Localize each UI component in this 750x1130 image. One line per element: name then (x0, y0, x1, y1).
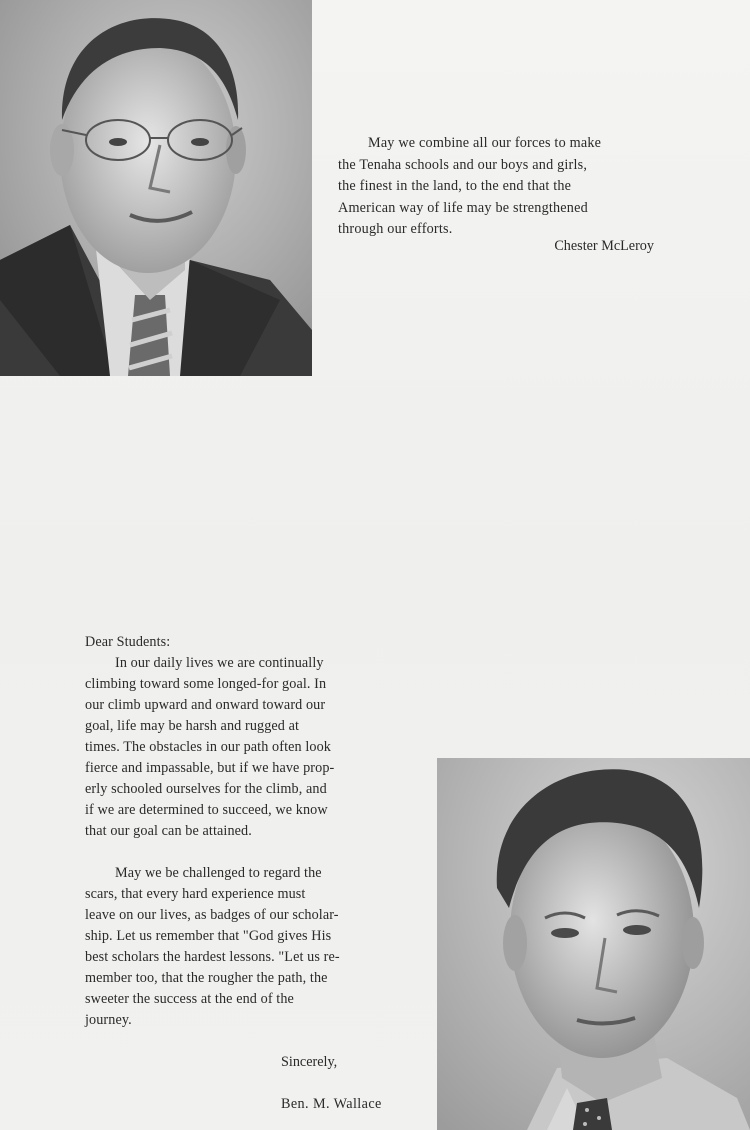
letter-line: member too, that the rougher the path, the (85, 970, 328, 986)
paragraph-gap (85, 842, 403, 863)
letter-line: best scholars the hardest lessons. "Let us re- (85, 949, 340, 965)
letter-line: goal, life may be harsh and rugged at (85, 718, 300, 734)
quote-line: American way of life may be strengthened (338, 199, 588, 216)
letter-line: sweeter the success at the end of the (85, 991, 294, 1007)
portrait-photo-ben-wallace (437, 758, 750, 1130)
letter-body (85, 632, 403, 1031)
quote-block (338, 133, 656, 241)
letter-line: scars, that every hard experience must (85, 886, 306, 902)
letter-line: our climb upward and onward toward our (85, 697, 326, 713)
letter-line: leave on our lives, as badges of our scholar- (85, 907, 339, 923)
letter-line: fierce and impassable, but if we have prop- (85, 760, 335, 776)
letter-line: climbing toward some longed-for goal. In (85, 676, 327, 692)
quote-signature: Chester McLeroy (554, 238, 654, 254)
letter-closing: Sincerely, (281, 1054, 338, 1070)
quote-line: the finest in the land, to the end that the (338, 178, 572, 194)
portrait-photo-chester-mcleroy (0, 0, 312, 376)
letter-signer: Ben. M. Wallace (281, 1096, 382, 1112)
quote-line: through our efforts. (338, 221, 453, 237)
letter-greeting: Dear Students: (85, 634, 171, 650)
quote-line: the Tenaha schools and our boys and girls, (338, 156, 588, 173)
letter-line: May we be challenged to regard the (115, 865, 322, 881)
letter-line: times. The obstacles in our path often look (85, 739, 331, 755)
letter-line: if we are determined to succeed, we know (85, 802, 328, 818)
letter-line: journey. (85, 1012, 132, 1028)
letter-line: In our daily lives we are continually (115, 655, 324, 671)
letter-line: ship. Let us remember that "God gives His (85, 928, 332, 944)
letter-line: that our goal can be attained. (85, 823, 252, 839)
quote-line: May we combine all our forces to make (368, 135, 602, 151)
letter-line: erly schooled ourselves for the climb, and (85, 781, 327, 797)
